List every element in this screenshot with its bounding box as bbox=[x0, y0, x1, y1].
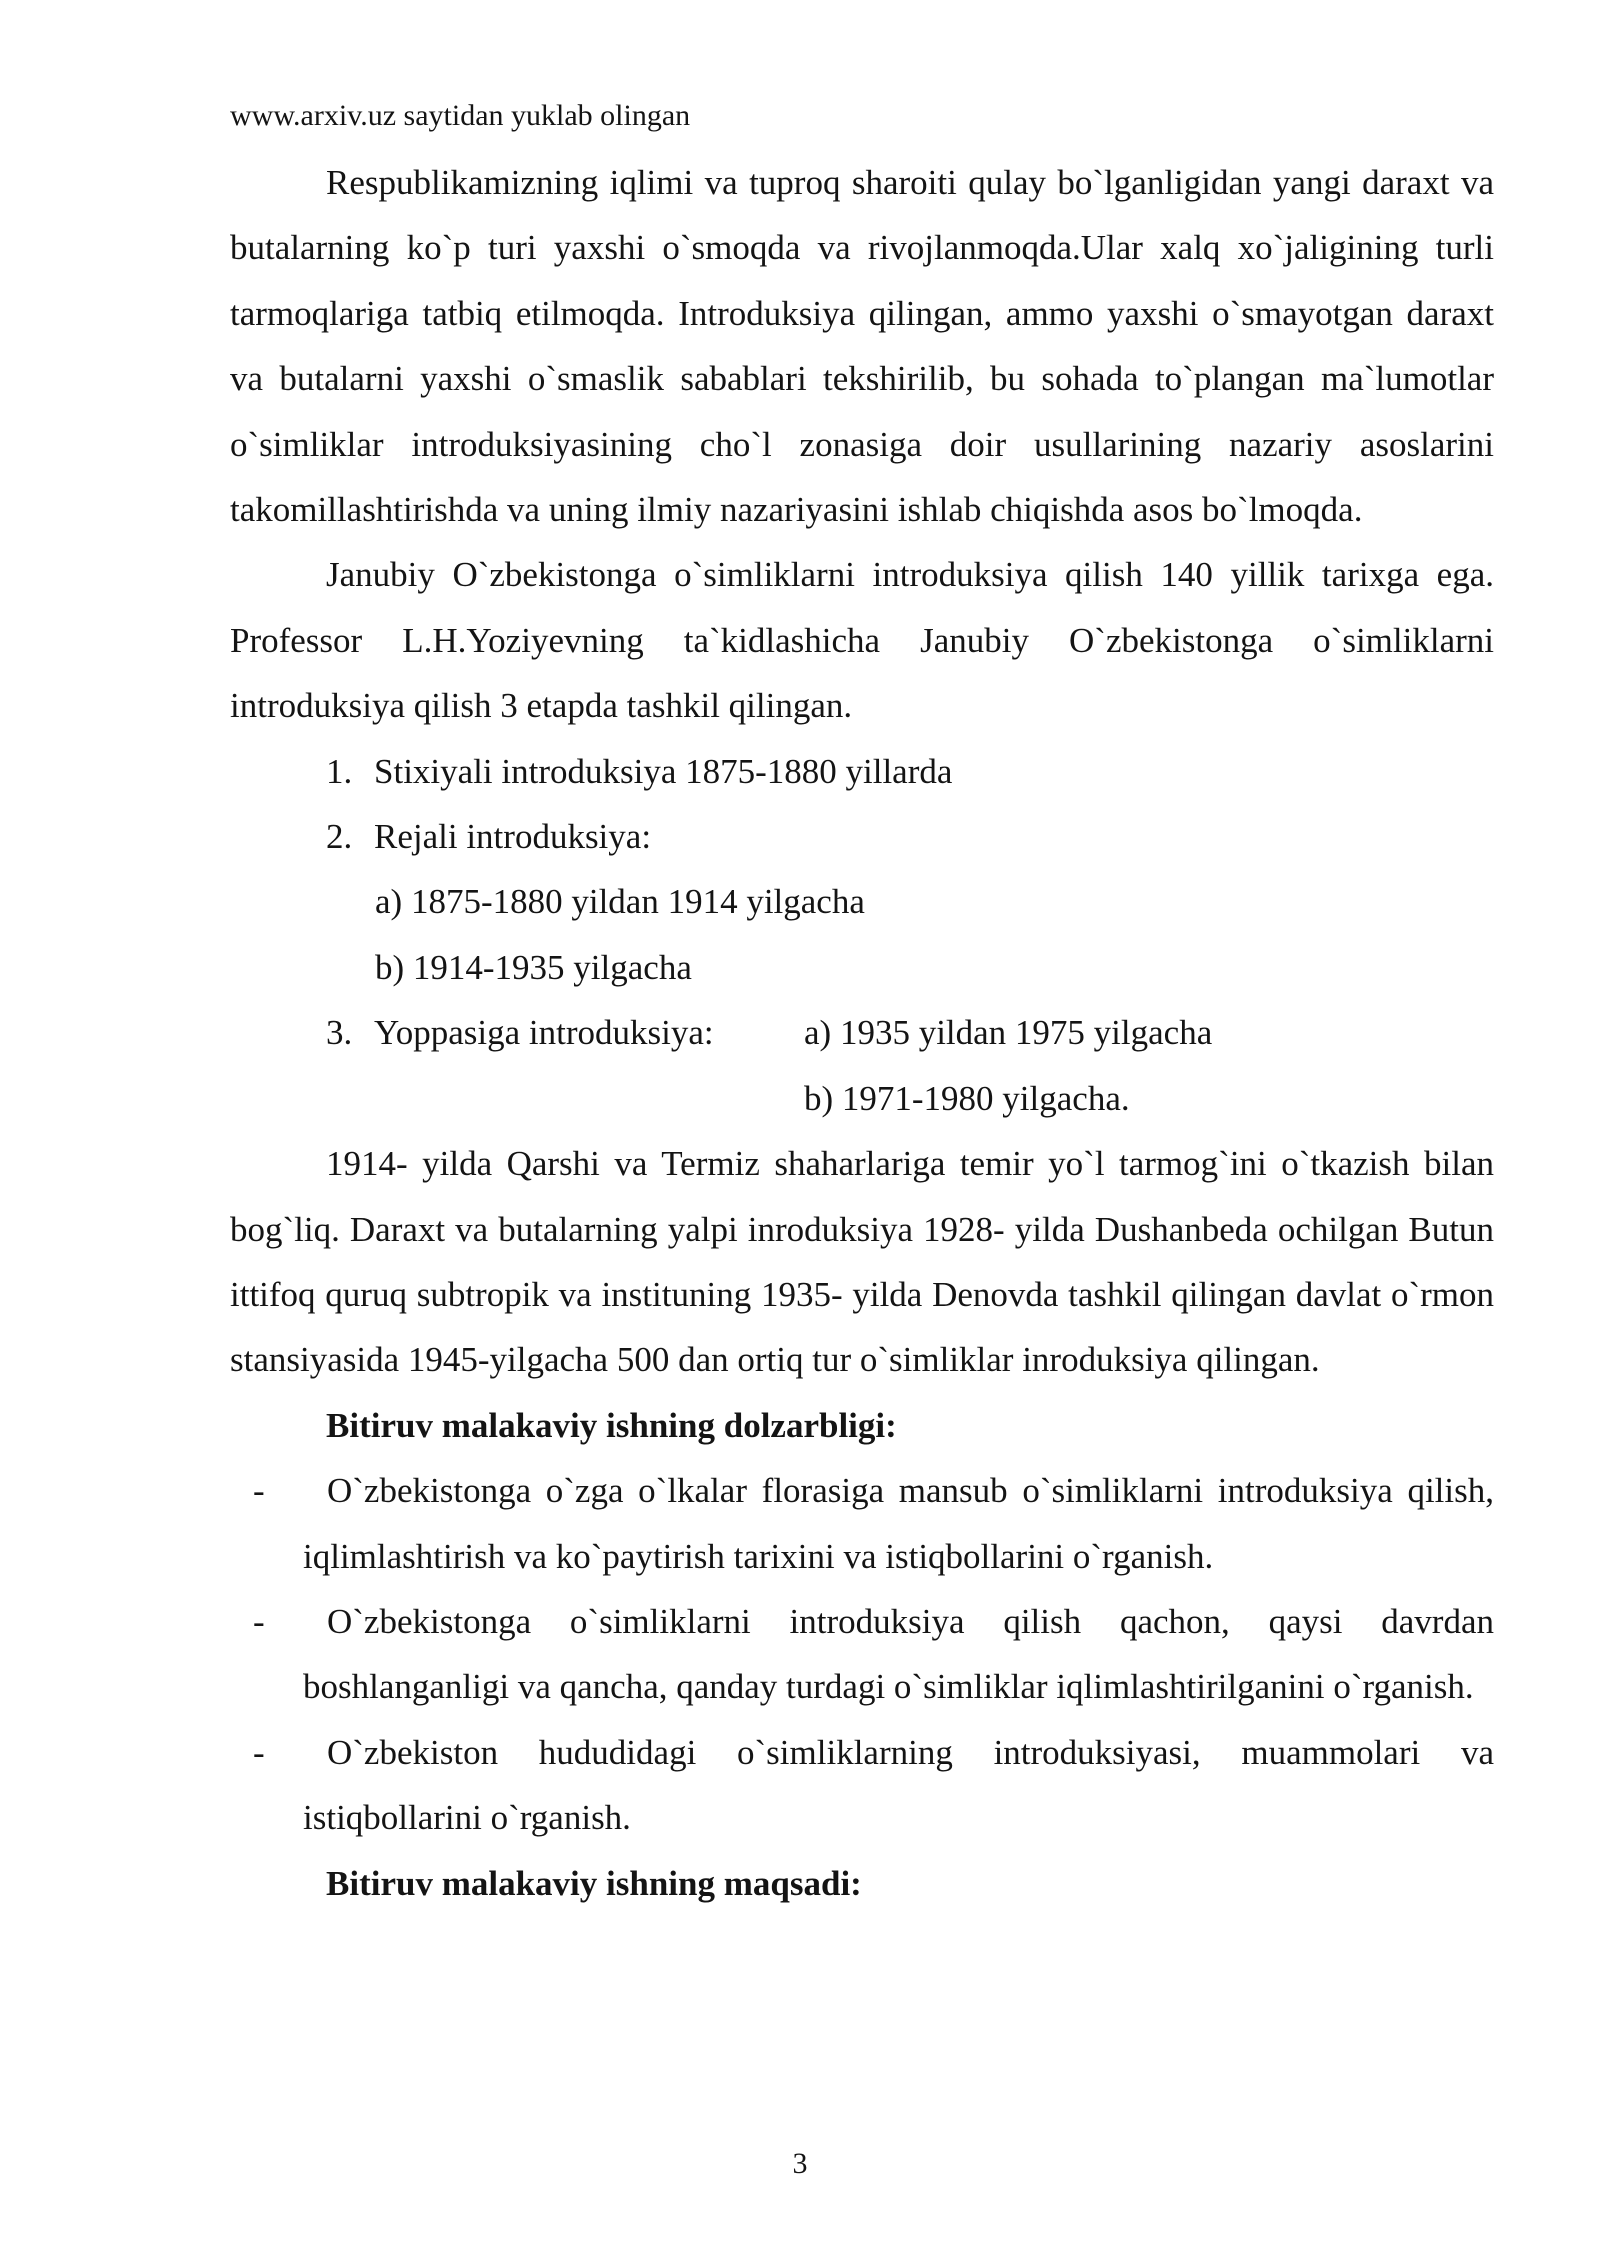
stage-item-2 bbox=[230, 804, 1494, 869]
stage-3-sub-b: b) 1971-1980 yilgacha. bbox=[804, 1078, 1130, 1118]
relevance-heading: Bitiruv malakaviy ishning dolzarbligi: bbox=[326, 1405, 897, 1445]
paragraph-history: Janubiy O`zbekistonga o`simliklarni introduksiya qilish 140 yillik tarixga ega. Professor L.H.Yoziyevning ta`kidlashicha Janubiy O`zbekistonga o`simliklarni introduksiya qilish 3 etapda tashkil qilingan. bbox=[230, 555, 1494, 726]
stage-number: 3. bbox=[326, 1013, 353, 1053]
relevance-item-text: O`zbekiston hududidagi o`simliklarning introduksiyasi, muammolari va istiqbollarini o`rganish. bbox=[303, 1732, 1494, 1838]
stage-number: 1. bbox=[326, 751, 353, 791]
paragraph-railway: 1914- yilda Qarshi va Termiz shaharlariga temir yo`l tarmog`ini o`tkazish bilan bog`liq. Daraxt va butalarning yalpi inroduksiya 1928- yilda Dushanbeda ochilgan Butun ittifoq quruq subtropik va instituning 1935- yilda Denovda tashkil qilingan davlat o`rmon stansiyasida 1945-yilgacha 500 dan ortiq tur o`simliklar inroduksiya qilingan. bbox=[230, 1144, 1494, 1380]
stage-number: 2. bbox=[326, 817, 353, 857]
relevance-list-item bbox=[230, 1720, 1494, 1851]
source-watermark-line: www.arxiv.uz saytidan yuklab olingan bbox=[230, 99, 691, 132]
stage-item-1 bbox=[230, 739, 1494, 804]
stage-label: Stixiyali introduksiya 1875-1880 yillarda bbox=[374, 751, 953, 791]
stage-label: Yoppasiga introduksiya: bbox=[374, 1013, 714, 1053]
stage-2-sub-a: a) 1875-1880 yildan 1914 yilgacha bbox=[375, 882, 865, 922]
dash-bullet: - bbox=[253, 1471, 265, 1511]
document-body bbox=[230, 150, 1494, 1916]
relevance-list-item bbox=[230, 1458, 1494, 1589]
relevance-list-item bbox=[230, 1589, 1494, 1720]
goal-heading: Bitiruv malakaviy ishning maqsadi: bbox=[326, 1863, 862, 1903]
stage-label: Rejali introduksiya: bbox=[374, 817, 652, 857]
page-number: 3 bbox=[792, 2147, 808, 2180]
dash-bullet: - bbox=[253, 1732, 265, 1772]
relevance-item-text: O`zbekistonga o`zga o`lkalar florasiga mansub o`simliklarni introduksiya qilish, iqlimlashtirish va ko`paytirish tarixini va istiqbollarini o`rganish. bbox=[303, 1471, 1494, 1576]
dash-bullet: - bbox=[253, 1601, 265, 1641]
relevance-item-text: O`zbekistonga o`simliklarni introduksiya qilish qachon, qaysi davrdan boshlanganligi va qancha, qanday turdagi o`simliklar iqlimlashtirilganini o`rganish. bbox=[303, 1601, 1494, 1707]
paragraph-climate: Respublikamizning iqlimi va tuproq sharoiti qulay bo`lganligidan yangi daraxt va butalarning ko`p turi yaxshi o`smoqda va rivojlanmoqda.Ular xalq xo`jaligining turli tarmoqlariga tatbiq etilmoqda. Introduksiya qilingan, ammo yaxshi o`smayotgan daraxt va butalarni yaxshi o`smaslik sabablari tekshirilib, bu sohada to`plangan ma`lumotlar o`simliklar introduksiyasining cho`l zonasiga doir usullarining nazariy asoslarini takomillashtirishda va uning ilmiy nazariyasini ishlab chiqishda asos bo`lmoqda. bbox=[230, 163, 1494, 530]
stage-3-sub-a: a) 1935 yildan 1975 yilgacha bbox=[804, 1013, 1213, 1053]
stage-2-sub-b: b) 1914-1935 yilgacha bbox=[375, 947, 692, 987]
stage-item-3 bbox=[230, 1000, 1494, 1065]
